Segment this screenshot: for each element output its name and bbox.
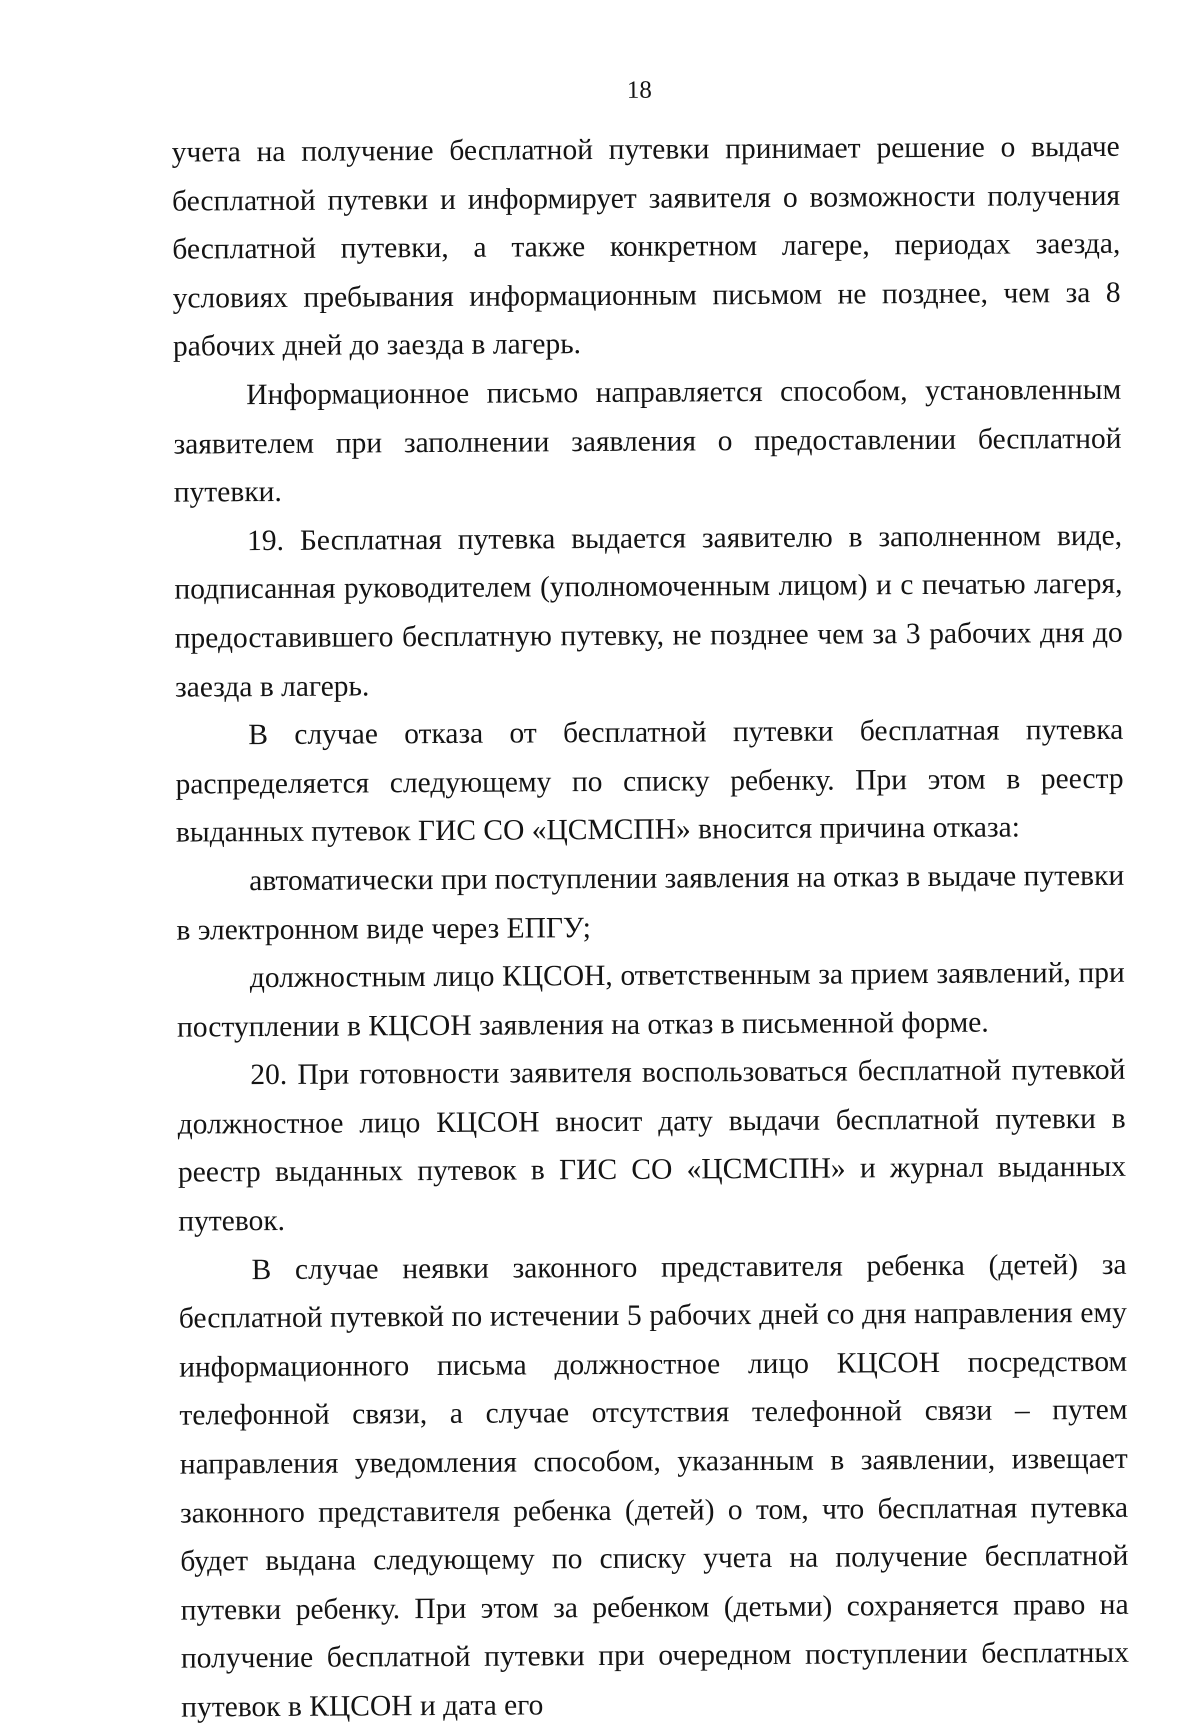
paragraph-item-19: 19. Бесплатная путевка выдается заявителю в заполненном виде, подписанная руководителем (уполномоченным лицом) и с печатью лагеря, предоставившего бесплатную путевку, не позднее чем за 3 рабочих дня до заезда в лагерь. [174,519,1123,704]
paragraph-refusal-official: должностным лицо КЦСОН, ответственным за прием заявлений, при поступлении в КЦСОН заявления на отказ в письменной форме. [176,956,1125,1044]
paragraph-item-20: 20. При готовности заявителя воспользоваться бесплатной путевкой должностное лицо КЦСОН вносит дату выдачи бесплатной путевки в реестр выданных путевок в ГИС СО «ЦСМСПН» и журнал выданных путевок. [177,1054,1127,1238]
paragraph-refusal: В случае отказа от бесплатной путевки бесплатная путевка распределяется следующему по списку ребенку. При этом в реестр выданных путевок ГИС СО «ЦСМСПН» вносится причина отказа: [175,713,1124,849]
paragraph-continuation: учета на получение бесплатной путевки принимает решение о выдаче бесплатной путевки и информирует заявителя о возможности получения бесплатной путевки, а также конкретном лагере, периодах заезда, условиях пребывания информационным письмом не позднее, чем за 8 рабочих дней до заезда в лагерь. [171,130,1121,363]
paragraph-no-show: В случае неявки законного представителя ребенка (детей) за бесплатной путевкой по истечении 5 рабочих дней со дня направления ему информационного письма должностное лицо КЦСОН посредством телефонной связи, а случае отсутствия телефонной связи – путем направления уведомления способом, указанным в заявлении, извещает законного представителя ребенка (детей) о том, что бесплатная путевка будет выдана следующему по списку учета на получение бесплатной путевки ребенку. При этом за ребенком (детьми) сохраняется право на получение бесплатной путевки при очередном поступлении бесплатных путевок в КЦСОН и дата его [178,1248,1130,1724]
paragraph-refusal-automatic: автоматически при поступлении заявления на отказ в выдаче путевки в электронном виде через ЕПГУ; [176,859,1125,947]
page-number: 18 [626,76,652,104]
paragraph-info-letter: Информационное письмо направляется способом, установленным заявителем при заполнении заявления о предоставлении бесплатной путевки. [173,373,1122,509]
document-body [172,123,1130,1732]
